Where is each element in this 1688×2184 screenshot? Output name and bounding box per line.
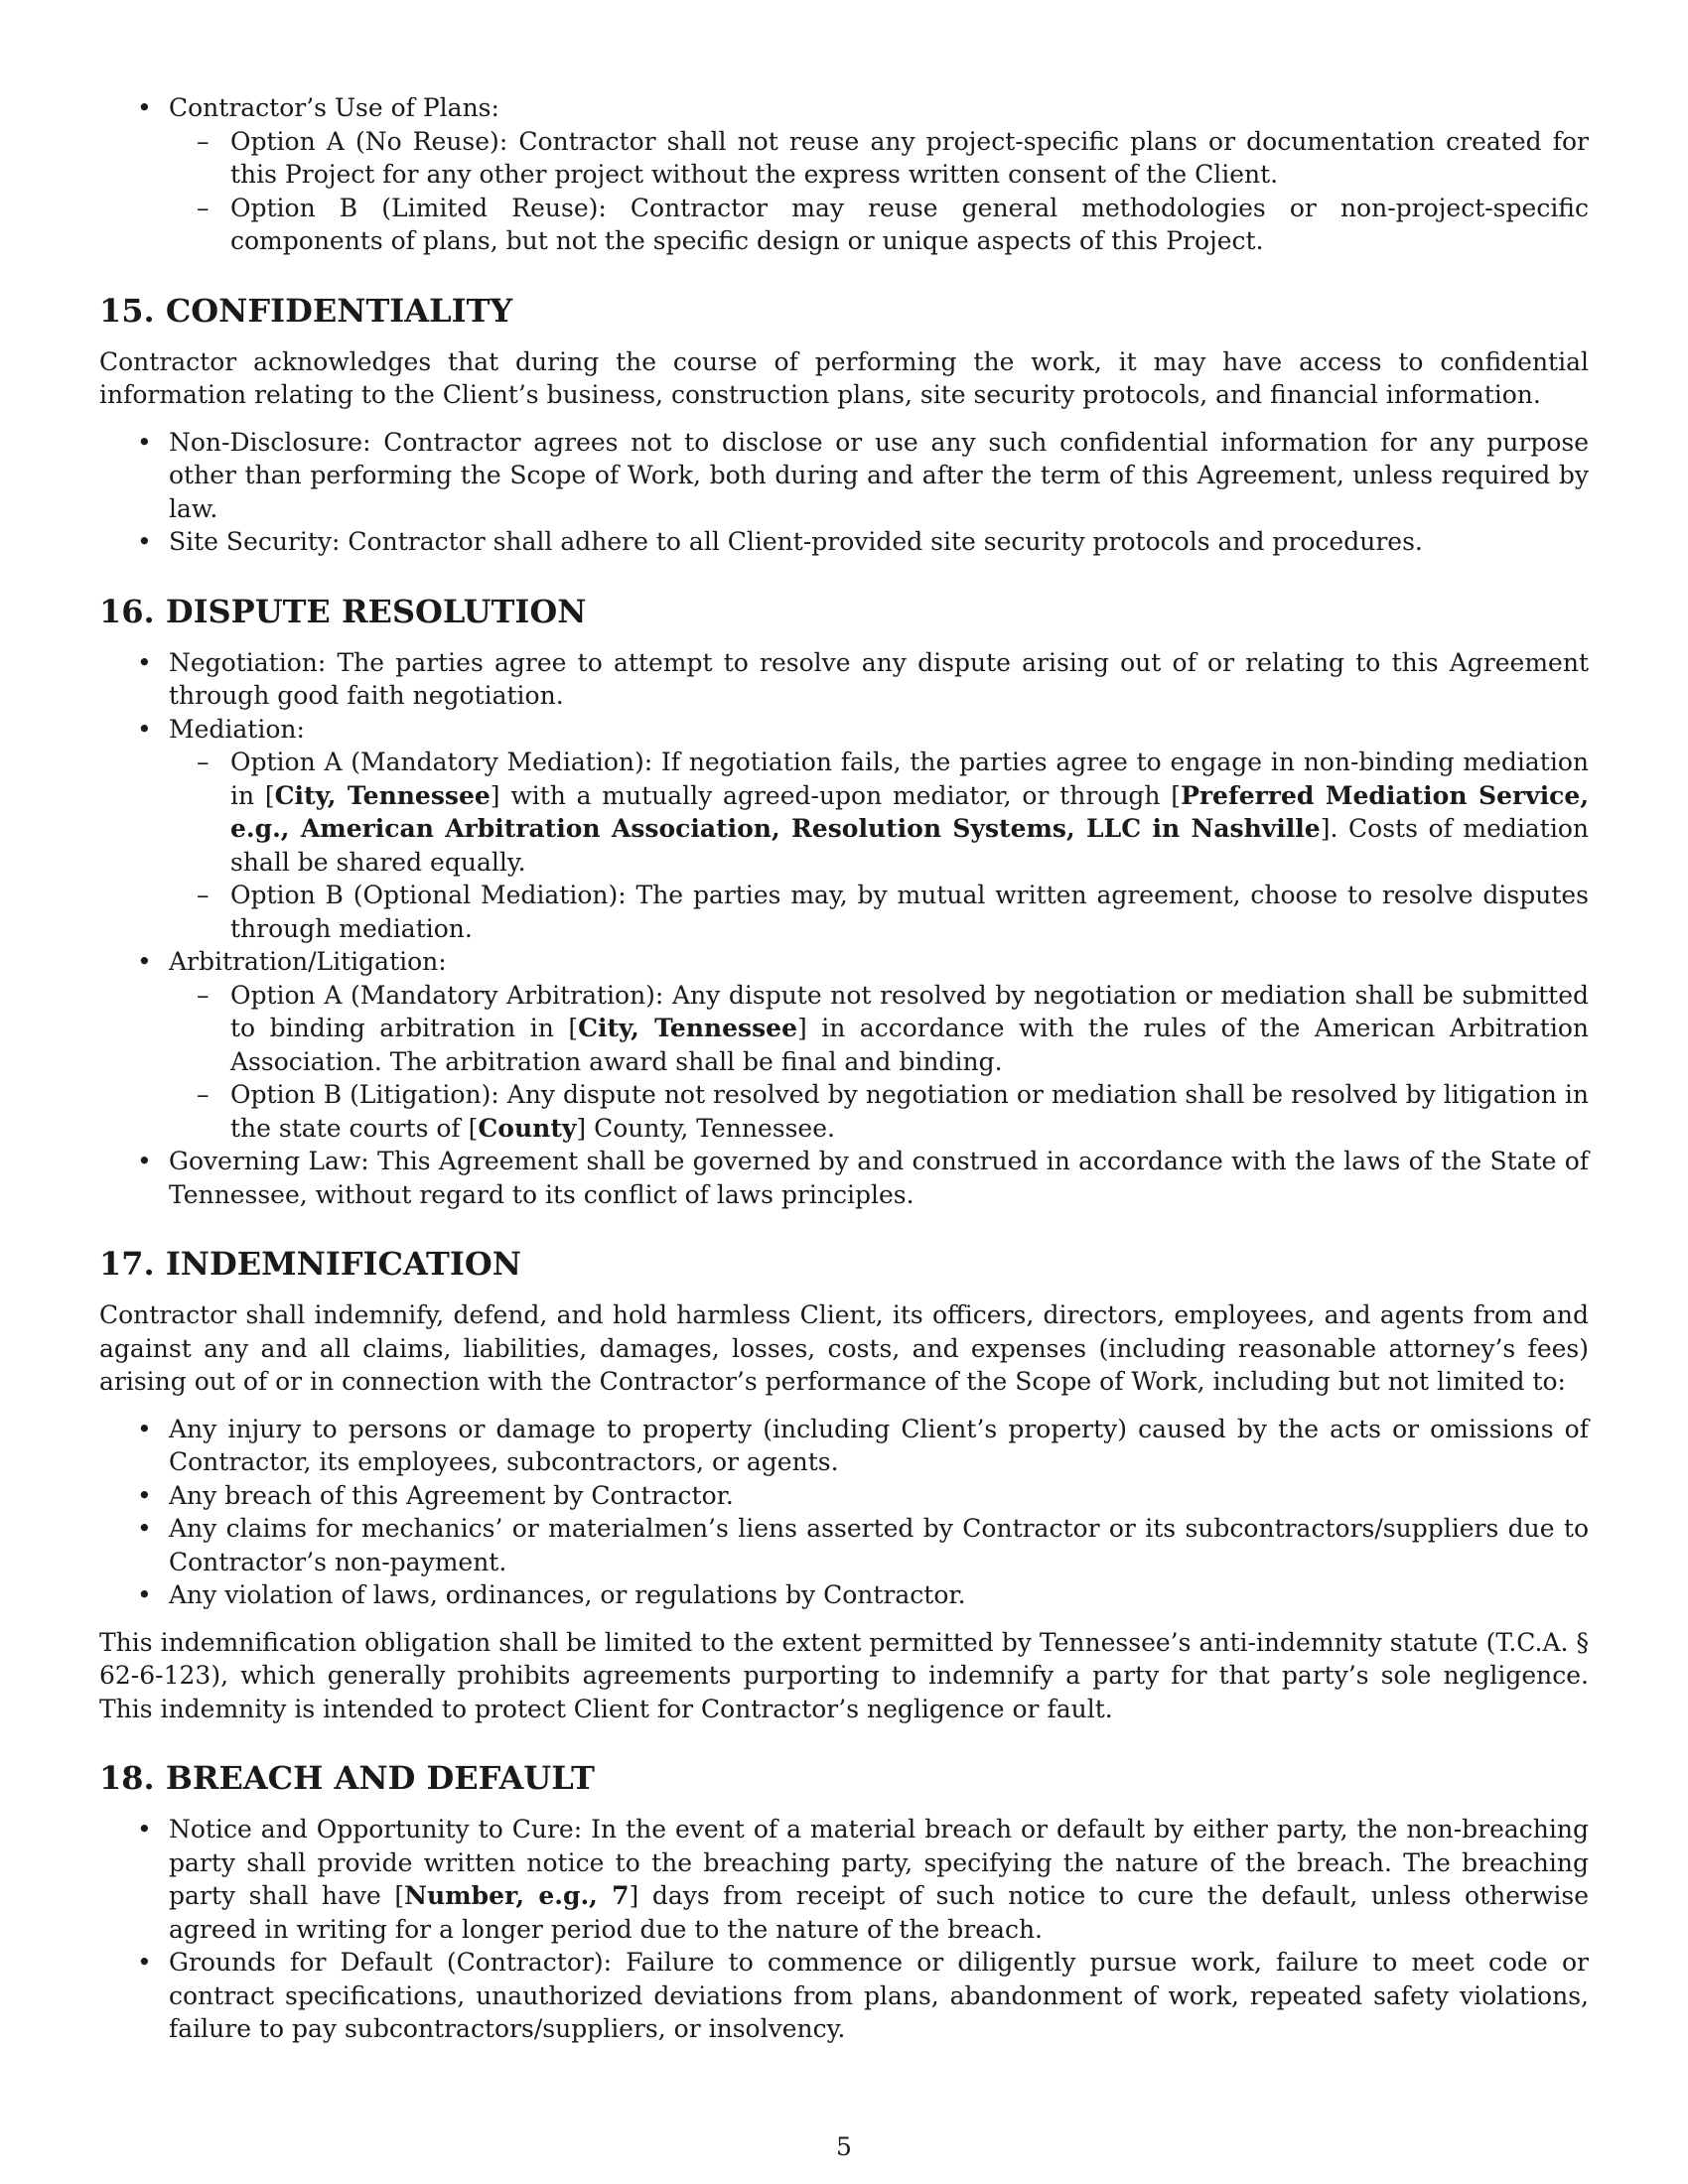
- mediation-options: [169, 746, 1589, 945]
- paragraph: Contractor shall indemnify, defend, and hold harmless Client, its officers, directors, employees, and agents from and against any and all claims, liabilities, damages, losses, costs, and expenses (including reasonable attorney’s fees) arising out of or in connection with the Contractor’s performance of the Scope of Work, including but not limited to:: [99, 1300, 1589, 1396]
- breach-list: [99, 1813, 1589, 2046]
- section-heading-16: 16. DISPUTE RESOLUTION: [99, 592, 587, 630]
- placeholder-field: Preferred Mediation Service, e.g., American Arbitration Association, Resolution Systems, LLC in Nashville: [230, 780, 1590, 843]
- section-heading-15: 15. CONFIDENTIALITY: [99, 291, 513, 330]
- indemnification-list: [99, 1413, 1589, 1612]
- list-item: [169, 746, 1589, 879]
- text-run: ] County, Tennessee.: [576, 1113, 835, 1143]
- list-item: • Grounds for Default (Contractor): Failure to commence or diligently pursue work, failure to meet code or contract specifications, unauthorized deviations from plans, abandonment of work, repeated safety violations, failure to pay subcontractors/suppliers, or insolvency.: [99, 1946, 1589, 2046]
- list-item: • Any injury to persons or damage to property (including Client’s property) caused by the acts or omissions of Contractor, its employees, subcontractors, or agents.: [99, 1413, 1589, 1479]
- list-item: [99, 1813, 1589, 1946]
- mediation-label: Mediation:: [169, 714, 305, 744]
- list-item: – Option B (Limited Reuse): Contractor may reuse general methodologies or non-project-specific components of plans, but not the specific design or unique aspects of this Project.: [169, 192, 1589, 258]
- list-item: • Any violation of laws, ordinances, or regulations by Contractor.: [99, 1578, 1589, 1612]
- section-heading-17: 17. INDEMNIFICATION: [99, 1245, 521, 1283]
- paragraph: This indemnification obligation shall be limited to the extent permitted by Tennessee’s anti-indemnity statute (T.C.A. § 62-6-123), which generally prohibits agreements purporting to indemnify a party for that party’s sole negligence. This indemnity is intended to protect Client for Contractor’s negligence or fault.: [99, 1627, 1589, 1723]
- text-run: Option A (Mandatory Mediation): If negotiation fails, the parties agree to engage in non-binding mediation in [: [230, 748, 1589, 810]
- list-item: – Option A (No Reuse): Contractor shall not reuse any project-specific plans or documentation created for this Project for any other project without the express written consent of the Client.: [169, 125, 1589, 192]
- placeholder-field: Number, e.g., 7: [404, 1881, 630, 1910]
- document-page: [99, 91, 1589, 2046]
- list-item: • Any breach of this Agreement by Contractor.: [99, 1479, 1589, 1513]
- list-item: • Negotiation: The parties agree to attempt to resolve any dispute arising out of or relating to this Agreement through good faith negotiation.: [99, 646, 1589, 713]
- text-run: ] with a mutually agreed-upon mediator, or through [: [490, 780, 1182, 810]
- list-item: [99, 945, 1589, 1145]
- list-item: [169, 1078, 1589, 1145]
- list-item: [99, 713, 1589, 946]
- list-item: • Governing Law: This Agreement shall be governed by and construed in accordance with the laws of the State of Tennessee, without regard to its conflict of laws principles.: [99, 1145, 1589, 1211]
- confidentiality-list: [99, 426, 1589, 559]
- arbitration-label: Arbitration/Litigation:: [169, 947, 447, 976]
- plans-item-label: Contractor’s Use of Plans:: [169, 93, 499, 122]
- text-run: Notice and Opportunity to Cure: In the event of a material breach or default by either party, the non-breaching party shall provide written notice to the breaching party, specifying the nature of the breach. The breaching party shall have [: [169, 1815, 1589, 1910]
- paragraph: Contractor acknowledges that during the course of performing the work, it may have access to confidential information relating to the Client’s business, construction plans, site security protocols, and financial information.: [99, 346, 1589, 409]
- text-run: ]. Costs of mediation shall be shared equally.: [230, 814, 1589, 877]
- plans-list: [99, 91, 1589, 258]
- placeholder-field: County: [478, 1113, 577, 1143]
- list-item: [99, 91, 1589, 258]
- dispute-list: [99, 646, 1589, 1212]
- section-heading-18: 18. BREACH AND DEFAULT: [99, 1759, 595, 1797]
- text-run: ] days from receipt of such notice to cure the default, unless otherwise agreed in writing for a longer period due to the nature of the breach.: [169, 1881, 1589, 1944]
- list-item: • Any claims for mechanics’ or materialmen’s liens asserted by Contractor or its subcontractors/suppliers due to Contractor’s non-payment.: [99, 1512, 1589, 1578]
- list-item: • Site Security: Contractor shall adhere to all Client-provided site security protocols and procedures.: [99, 525, 1589, 559]
- plans-options: [169, 125, 1589, 258]
- text-run: ] in accordance with the rules of the American Arbitration Association. The arbitration award shall be final and binding.: [230, 1014, 1589, 1076]
- text-run: Option B (Litigation): Any dispute not resolved by negotiation or mediation shall be resolved by litigation in the state courts of [: [230, 1080, 1589, 1143]
- list-item: • Non-Disclosure: Contractor agrees not to disclose or use any such confidential information for any purpose other than performing the Scope of Work, both during and after the term of this Agreement, unless required by law.: [99, 426, 1589, 526]
- placeholder-field: City, Tennessee: [274, 780, 491, 810]
- text-run: Option A (Mandatory Arbitration): Any dispute not resolved by negotiation or mediation shall be submitted to binding arbitration in [: [230, 980, 1589, 1042]
- placeholder-field: City, Tennessee: [578, 1014, 797, 1042]
- list-item: [169, 979, 1589, 1079]
- arbitration-options: [169, 979, 1589, 1146]
- page-number: 5: [836, 2132, 852, 2161]
- list-item: – Option B (Optional Mediation): The parties may, by mutual written agreement, choose to resolve disputes through mediation.: [169, 879, 1589, 945]
